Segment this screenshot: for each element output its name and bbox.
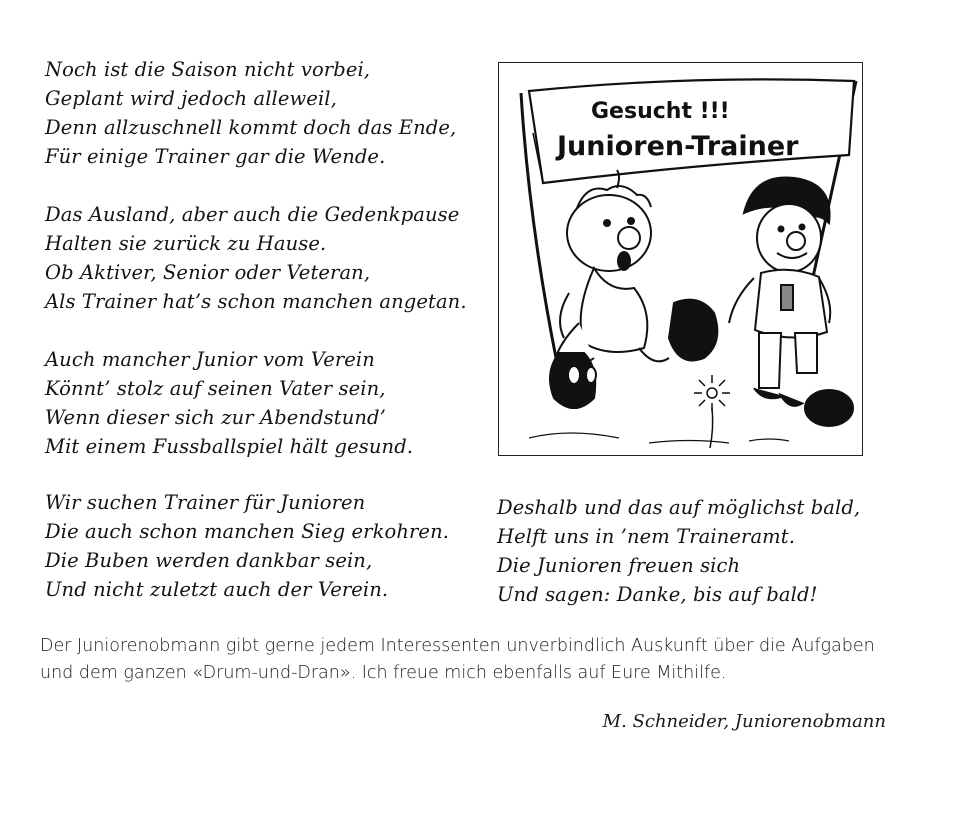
flower xyxy=(694,375,730,448)
poem-line: Die Buben werden dankbar sein, xyxy=(45,549,373,572)
cartoon-illustration xyxy=(498,62,863,456)
poem-line: Mit einem Fussballspiel hält gesund. xyxy=(45,435,414,458)
poem-line: Auch mancher Junior vom Verein xyxy=(45,348,375,371)
cartoon-drawing xyxy=(499,63,861,454)
poem-stanza-4 xyxy=(45,488,449,604)
signature: M. Schneider, Juniorenobmann xyxy=(602,711,886,732)
poem-stanza-5 xyxy=(497,493,860,609)
poem-line: Und sagen: Danke, bis auf bald! xyxy=(497,583,818,606)
banner-text-line-1: Gesucht !!! xyxy=(591,99,730,124)
banner-text-line-2: Junioren-Trainer xyxy=(557,131,799,162)
poem-stanza-3 xyxy=(45,345,413,461)
poem-line: Die Junioren freuen sich xyxy=(497,554,741,577)
info-paragraph: Der Juniorenobmann gibt gerne jedem Interessenten unverbindlich Auskunft über die Aufgaben und dem ganzen «Drum-und-Dran». Ich freue mich ebenfalls auf Eure Mithilfe. xyxy=(40,636,875,683)
poem-line: Als Trainer hat’s schon manchen angetan. xyxy=(45,290,467,313)
ground-lines xyxy=(529,433,789,443)
ball-left xyxy=(669,300,717,361)
poem-line: Könnt’ stolz auf seinen Vater sein, xyxy=(45,377,386,400)
poem-line: Geplant wird jedoch alleweil, xyxy=(45,87,337,110)
poem-line: Für einige Trainer gar die Wende. xyxy=(45,145,386,168)
poem-line: Wir suchen Trainer für Junioren xyxy=(45,491,366,514)
poem-line: Halten sie zurück zu Hause. xyxy=(45,232,327,255)
poem-line: Ob Aktiver, Senior oder Veteran, xyxy=(45,261,371,284)
poem-line: Helft uns in ’nem Traineramt. xyxy=(497,525,795,548)
poem-line: Denn allzuschnell kommt doch das Ende, xyxy=(45,116,457,139)
poem-line: Die auch schon manchen Sieg erkohren. xyxy=(45,520,450,543)
poem-line: Wenn dieser sich zur Abendstund’ xyxy=(45,406,386,429)
boy-left xyxy=(550,170,669,408)
poem-stanza-2 xyxy=(45,200,467,316)
poem-line: Und nicht zuletzt auch der Verein. xyxy=(45,578,389,601)
boy-right xyxy=(729,177,830,398)
poem-line: Noch ist die Saison nicht vorbei, xyxy=(45,58,371,81)
poem-line: Das Ausland, aber auch die Gedenkpause xyxy=(45,203,460,226)
poem-line: Deshalb und das auf möglichst bald, xyxy=(497,496,861,519)
poem-stanza-1 xyxy=(45,55,456,171)
ball-right xyxy=(805,390,853,426)
